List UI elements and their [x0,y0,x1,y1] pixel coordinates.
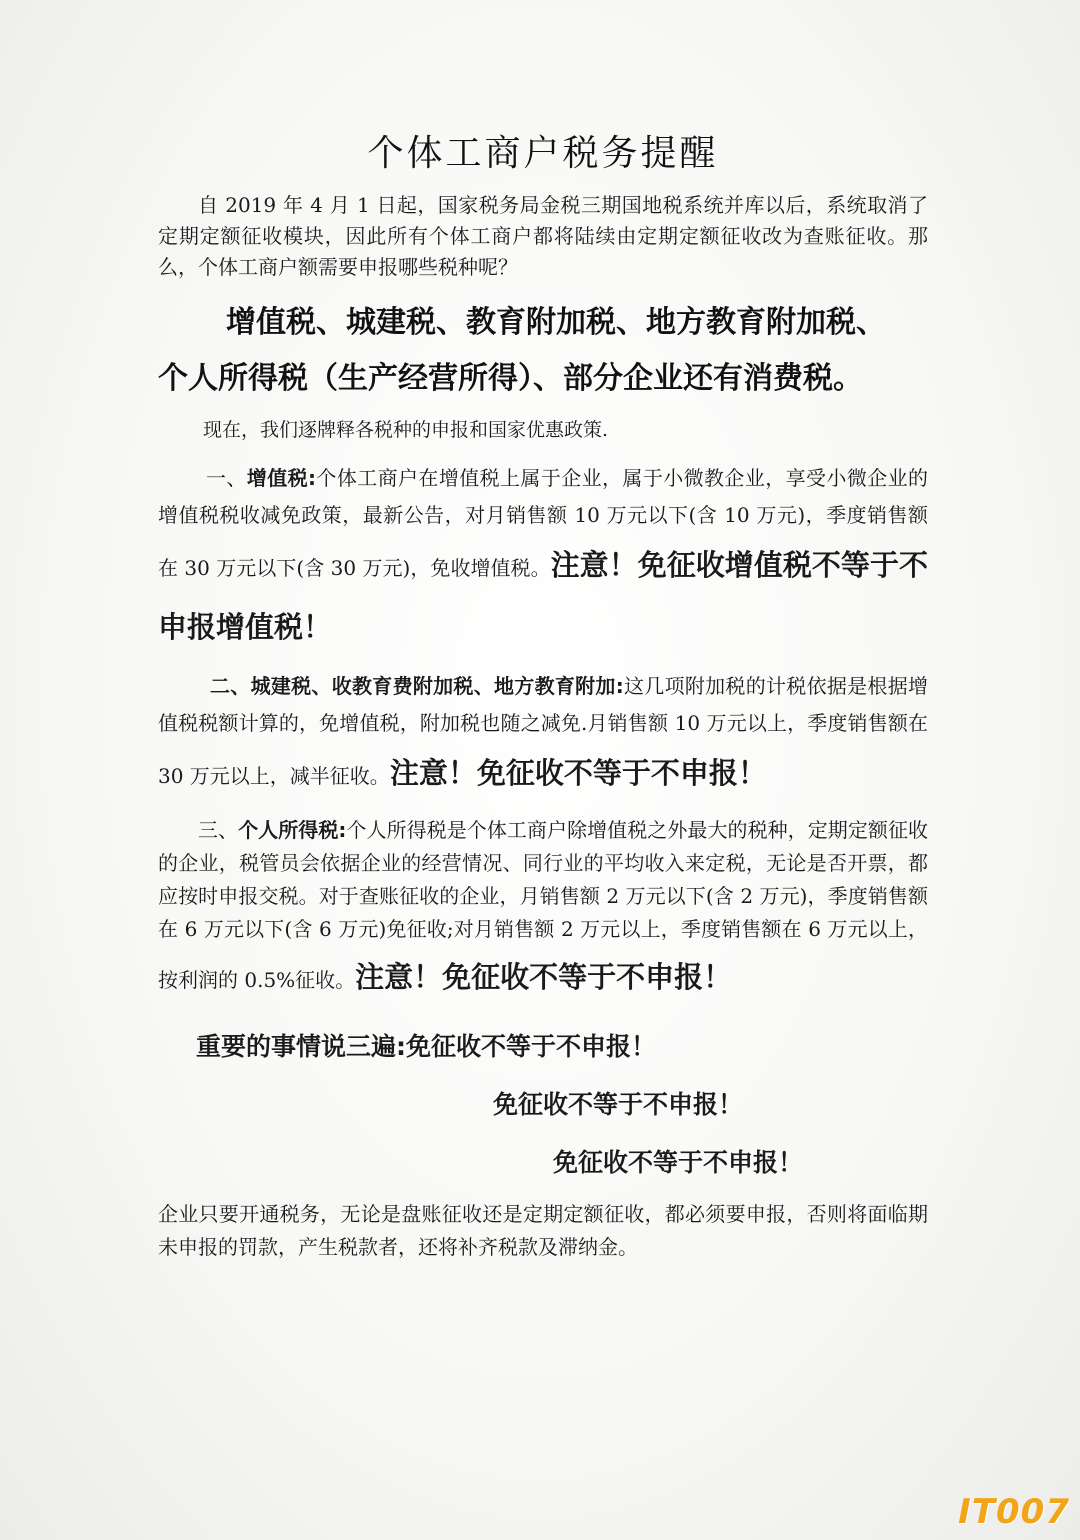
section-heading: 城建税、收教育费附加税、地方教育附加: [250,674,624,698]
section-body: 这几项附加税的计税依据是根据增值税税额计算的，免增值税，附加税也随之减免.月销售额 10 万元以上，季度销售额在 30 万元以上，减半征收。 [158,674,929,788]
document-body [158,125,928,1264]
tax-list [158,295,928,407]
section-income-tax [158,814,928,1008]
intro-line: 现在，我们逐牌释各税种的申报和国家优惠政策. [203,419,609,441]
repeat-line-1: 重要的事情说三遍:免征收不等于不申报！ [196,1032,656,1061]
section-number: 一、 [206,466,247,490]
section-surtax [158,668,928,804]
section-warning: 注意！免征收增值税不等于不申报增值税！ [158,548,928,644]
section-body: 个体工商户在增值税上属于企业，属于小微教企业，享受小微企业的增值税税收减免政策，最新公告，对月销售额 10 万元以下(含 10 万元)，季度销售额在 30 万元以下(含 30 万元)，免收增值税。 [158,466,929,580]
repeat-line-3: 免征收不等于不申报！ [553,1148,804,1177]
section-warning: 注意！免征收不等于不申报！ [355,960,733,994]
section-vat [158,460,928,658]
repeat-line-2: 免征收不等于不申报！ [493,1090,744,1119]
site-watermark-logo: IT007 [958,1492,1070,1532]
opening-paragraph: 自 2019 年 4 月 1 日起，国家税务局金税三期国地税系统并库以后，系统取消了定期定额征收模块，因此所有个体工商户都将陆续由定期定额征收改为查账征收。那么，个体工商户额需要申报哪些税种呢？ [158,193,928,279]
section-number: 二、 [210,674,251,698]
section-body: 个人所得税是个体工商户除增值税之外最大的税种，定期定额征收的企业，税管员会依据企业的经营情况、同行业的平均收入来定税，无论是否开票，都应按时申报交税。对于查账征收的企业，月销售额 2 万元以下(含 2 万元)，季度销售额在 6 万元以下(含 6 万元)免征收;对月销售额 2 万元以上，季度销售额在 6 万元以上，按利润的 0.5%征收。 [158,818,929,992]
section-number: 三、 [198,818,239,842]
closing-paragraph: 企业只要开通税务，无论是盘账征收还是定期定额征收，都必须要申报，否则将面临期未申报的罚款，产生税款者，还将补齐税款及滞纳金。 [158,1202,928,1259]
section-heading: 增值税: [246,466,317,490]
section-heading: 个人所得税: [238,818,347,842]
document-title: 个体工商户税务提醒 [367,133,719,174]
tax-list-line-1: 增值税、城建税、教育附加税、地方教育附加税、 [226,305,886,340]
section-warning: 注意！免征收不等于不申报！ [389,756,767,790]
tax-list-line-2: 个人所得税（生产经营所得）、部分企业还有消费税。 [158,361,863,396]
